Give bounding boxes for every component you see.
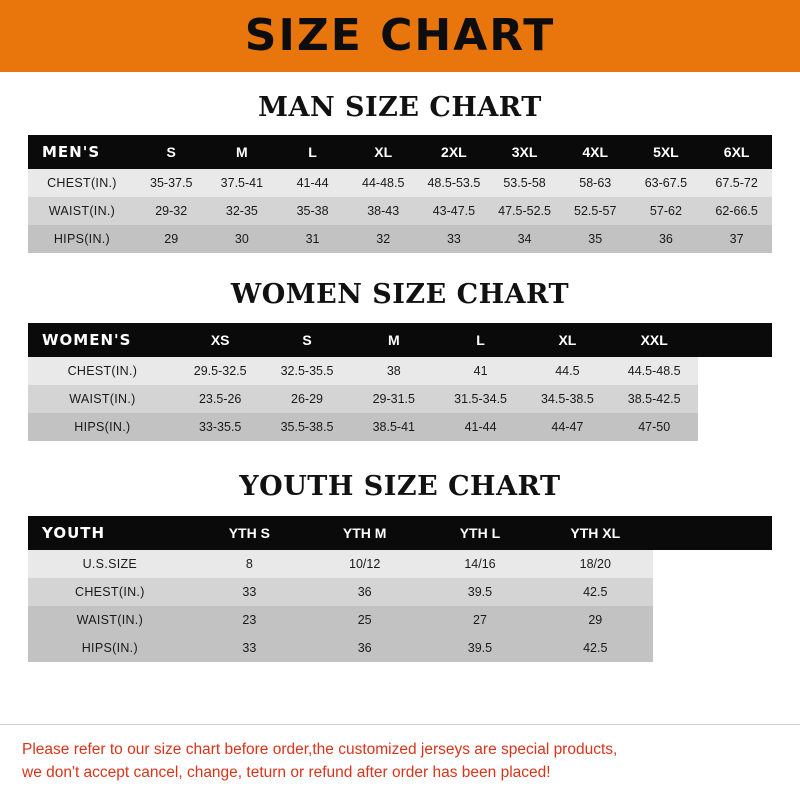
youth-size-table <box>28 516 772 662</box>
column-header: YTH M <box>307 516 422 550</box>
table-cell: 23 <box>192 606 307 634</box>
column-header: 2XL <box>419 135 490 169</box>
column-header: YTH L <box>422 516 537 550</box>
column-header: XL <box>524 323 611 357</box>
table-cell: 44-48.5 <box>348 169 419 197</box>
table-row <box>28 357 772 385</box>
table-cell: 47.5-52.5 <box>489 197 560 225</box>
header-banner <box>0 0 800 72</box>
table-cell: 34 <box>489 225 560 253</box>
row-label: HIPS(IN.) <box>28 634 192 662</box>
table-row <box>28 550 772 578</box>
table-cell: 35-37.5 <box>136 169 207 197</box>
row-label: HIPS(IN.) <box>28 413 177 441</box>
table-cell: 29-31.5 <box>350 385 437 413</box>
column-header: S <box>264 323 351 357</box>
column-header: WOMEN'S <box>28 323 177 357</box>
women-section-title: WOMEN SIZE CHART <box>230 279 570 310</box>
women-size-table <box>28 323 772 441</box>
table-cell: 44.5 <box>524 357 611 385</box>
cell-spacer <box>653 606 772 634</box>
table-cell: 25 <box>307 606 422 634</box>
column-header: YTH XL <box>538 516 653 550</box>
row-label: CHEST(IN.) <box>28 357 177 385</box>
youth-table-wrapper <box>28 516 772 662</box>
table-cell: 26-29 <box>264 385 351 413</box>
table-row <box>28 225 772 253</box>
table-row <box>28 606 772 634</box>
table-cell: 29.5-32.5 <box>177 357 264 385</box>
table-row <box>28 385 772 413</box>
column-header: L <box>437 323 524 357</box>
cell-spacer <box>653 550 772 578</box>
row-label: HIPS(IN.) <box>28 225 136 253</box>
table-cell: 36 <box>307 578 422 606</box>
table-cell: 18/20 <box>538 550 653 578</box>
table-cell: 52.5-57 <box>560 197 631 225</box>
table-cell: 35-38 <box>277 197 348 225</box>
row-label: CHEST(IN.) <box>28 169 136 197</box>
table-cell: 63-67.5 <box>631 169 702 197</box>
footer-line-2: we don't accept cancel, change, teturn or refund after order has been placed! <box>22 763 551 781</box>
men-size-table <box>28 135 772 253</box>
table-cell: 33-35.5 <box>177 413 264 441</box>
table-cell: 32 <box>348 225 419 253</box>
table-cell: 27 <box>422 606 537 634</box>
table-cell: 10/12 <box>307 550 422 578</box>
table-cell: 29 <box>538 606 653 634</box>
column-header: XS <box>177 323 264 357</box>
table-cell: 42.5 <box>538 634 653 662</box>
table-cell: 35 <box>560 225 631 253</box>
footer-note <box>0 724 800 800</box>
table-cell: 23.5-26 <box>177 385 264 413</box>
column-header: 4XL <box>560 135 631 169</box>
table-cell: 36 <box>307 634 422 662</box>
column-header: 3XL <box>489 135 560 169</box>
column-header: MEN'S <box>28 135 136 169</box>
table-cell: 38 <box>350 357 437 385</box>
table-cell: 33 <box>192 634 307 662</box>
table-cell: 34.5-38.5 <box>524 385 611 413</box>
table-cell: 8 <box>192 550 307 578</box>
table-cell: 39.5 <box>422 578 537 606</box>
table-cell: 31.5-34.5 <box>437 385 524 413</box>
row-label: U.S.SIZE <box>28 550 192 578</box>
table-cell: 53.5-58 <box>489 169 560 197</box>
table-cell: 37.5-41 <box>207 169 278 197</box>
column-header: YTH S <box>192 516 307 550</box>
table-cell: 33 <box>192 578 307 606</box>
table-cell: 37 <box>701 225 772 253</box>
table-cell: 44-47 <box>524 413 611 441</box>
table-cell: 14/16 <box>422 550 537 578</box>
table-header-row <box>28 135 772 169</box>
table-cell: 57-62 <box>631 197 702 225</box>
table-cell: 32.5-35.5 <box>264 357 351 385</box>
man-section-title: MAN SIZE CHART <box>258 92 542 123</box>
table-cell: 48.5-53.5 <box>419 169 490 197</box>
table-cell: 44.5-48.5 <box>611 357 698 385</box>
footer-line-1: Please refer to our size chart before order,the customized jerseys are special products, <box>22 741 618 759</box>
table-cell: 35.5-38.5 <box>264 413 351 441</box>
table-cell: 38-43 <box>348 197 419 225</box>
column-header: M <box>350 323 437 357</box>
column-header: XXL <box>611 323 698 357</box>
column-header: M <box>207 135 278 169</box>
row-label: WAIST(IN.) <box>28 606 192 634</box>
column-header: 6XL <box>701 135 772 169</box>
table-row <box>28 197 772 225</box>
youth-section-title: YOUTH SIZE CHART <box>239 471 561 502</box>
table-cell: 31 <box>277 225 348 253</box>
column-header: XL <box>348 135 419 169</box>
table-cell: 33 <box>419 225 490 253</box>
cell-spacer <box>653 578 772 606</box>
cell-spacer <box>653 634 772 662</box>
table-cell: 32-35 <box>207 197 278 225</box>
table-cell: 41 <box>437 357 524 385</box>
table-cell: 41-44 <box>277 169 348 197</box>
header-spacer <box>653 516 772 550</box>
table-cell: 38.5-42.5 <box>611 385 698 413</box>
table-cell: 62-66.5 <box>701 197 772 225</box>
table-cell: 43-47.5 <box>419 197 490 225</box>
table-cell: 38.5-41 <box>350 413 437 441</box>
cell-spacer <box>698 413 772 441</box>
table-cell: 58-63 <box>560 169 631 197</box>
table-row <box>28 413 772 441</box>
table-cell: 39.5 <box>422 634 537 662</box>
row-label: CHEST(IN.) <box>28 578 192 606</box>
table-cell: 36 <box>631 225 702 253</box>
women-table-wrapper <box>28 323 772 441</box>
row-label: WAIST(IN.) <box>28 197 136 225</box>
column-header: L <box>277 135 348 169</box>
table-cell: 42.5 <box>538 578 653 606</box>
table-header-row <box>28 323 772 357</box>
table-cell: 47-50 <box>611 413 698 441</box>
row-label: WAIST(IN.) <box>28 385 177 413</box>
table-header-row <box>28 516 772 550</box>
column-header: YOUTH <box>28 516 192 550</box>
table-cell: 29 <box>136 225 207 253</box>
cell-spacer <box>698 357 772 385</box>
table-row <box>28 169 772 197</box>
page-title: SIZE CHART <box>244 10 556 61</box>
table-cell: 67.5-72 <box>701 169 772 197</box>
cell-spacer <box>698 385 772 413</box>
table-row <box>28 578 772 606</box>
header-spacer <box>698 323 772 357</box>
table-cell: 30 <box>207 225 278 253</box>
column-header: 5XL <box>631 135 702 169</box>
table-cell: 41-44 <box>437 413 524 441</box>
table-row <box>28 634 772 662</box>
man-table-wrapper <box>28 135 772 253</box>
table-cell: 29-32 <box>136 197 207 225</box>
column-header: S <box>136 135 207 169</box>
